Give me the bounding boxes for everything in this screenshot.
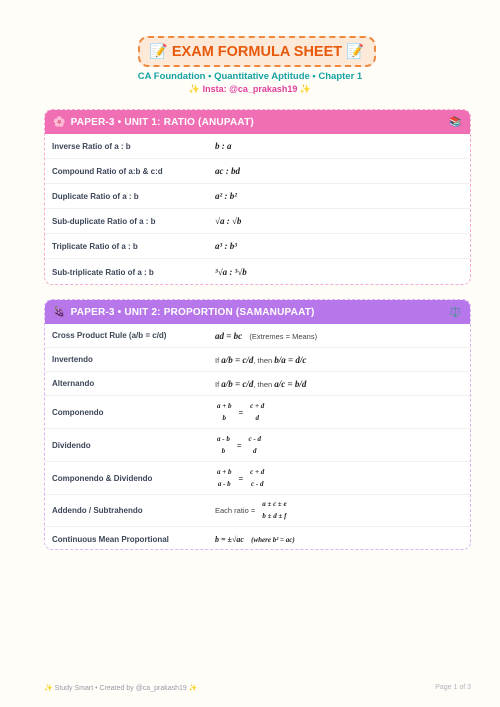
formula-label: Cross Product Rule (a/b = c/d) [52,331,167,340]
formula-value: √a : √b [215,216,242,226]
formula-row [45,462,470,495]
formula-result: b/a = d/c [274,354,307,365]
formula-value: ad = bc [215,330,243,341]
fraction-left: a + b a - b [217,467,232,488]
books-icon: 📚 [449,116,462,128]
formula-label: Compound Ratio of a:b & c:d [52,166,163,176]
footer-credit: ✨ Study Smart • Created by @ca_prakash19 ✨ [44,685,198,692]
formula-row [45,159,470,184]
page-title: 📝 EXAM FORMULA SHEET 📝 [138,36,376,67]
page-subtitle: CA Foundation • Quantitative Aptitude • Chapter 1 [137,71,363,82]
formula-label: Componendo & Dividendo [52,473,153,483]
formula-row [45,259,470,285]
formula-row [45,234,470,259]
formula-prefix: If [215,379,222,389]
formula-row [45,184,470,209]
formula-connector: , then [253,379,275,389]
formula-label: Continuous Mean Proportional [52,534,169,544]
fraction-right: c + d d [250,401,265,422]
fraction-right: c + d c - d [250,467,265,488]
ratio-section-title: PAPER-3 • UNIT 1: RATIO (ANUPAAT) [70,116,254,128]
formula-row [45,396,470,429]
formula-label: Sub-triplicate Ratio of a : b [52,267,154,277]
formula-label: Inverse Ratio of a : b [52,141,131,151]
equals-sign: = [238,473,244,483]
fraction-right: c - d d [248,434,261,455]
formula-connector: , then [253,355,275,365]
formula-result: a/c = b/d [274,378,307,389]
formula-value: a³ : b³ [215,241,237,251]
formula-row [45,495,470,527]
formula-value: a² : b² [215,191,237,201]
proportion-section-title: PAPER-3 • UNIT 2: PROPORTION (SAMANUPAAT) [70,306,315,318]
formula-value: ³√a : ³√b [215,267,247,277]
formula-row [45,372,470,396]
formula-row [45,527,470,550]
fraction-left: a + b b [217,401,232,422]
equals-sign: = [238,407,244,417]
formula-row [45,348,470,372]
flower-icon: 🌸 [53,116,66,128]
formula-prefix: Each ratio = [215,506,256,515]
grapes-icon: 🍇 [53,306,66,318]
formula-row [45,429,470,462]
formula-label: Dividendo [52,440,91,450]
insta-handle: ✨ Insta: @ca_prakash19 ✨ [188,84,312,94]
formula-row [45,134,470,159]
formula-label: Componendo [52,407,104,417]
ratio-section [44,109,471,285]
page-number: Page 1 of 3 [435,684,471,691]
equals-sign: = [236,440,242,450]
formula-label: Sub-duplicate Ratio of a : b [52,216,156,226]
formula-given: a/b = c/d [221,354,254,365]
fraction: a ± c ± e b ± d ± f [262,500,287,520]
formula-label: Triplicate Ratio of a : b [52,241,138,251]
fraction-left: a - b b [217,434,230,455]
formula-label: Invertendo [52,355,93,364]
proportion-section [44,299,471,550]
formula-label: Duplicate Ratio of a : b [52,191,139,201]
formula-prefix: If [215,355,222,365]
ratio-section-header [45,110,470,134]
formula-value: b = ±√ac [215,534,244,544]
formula-value: ac : bd [215,166,240,176]
formula-note: (where b² = ac) [251,535,295,544]
formula-note: (Extremes = Means) [249,331,318,341]
proportion-section-header [45,300,470,324]
formula-label: Addendo / Subtrahendo [52,506,143,515]
formula-label: Alternando [52,379,95,388]
formula-value: b : a [215,141,232,151]
scales-icon: ⚖️ [449,306,462,318]
formula-row [45,209,470,234]
formula-row [45,324,470,348]
formula-given: a/b = c/d [221,378,254,389]
